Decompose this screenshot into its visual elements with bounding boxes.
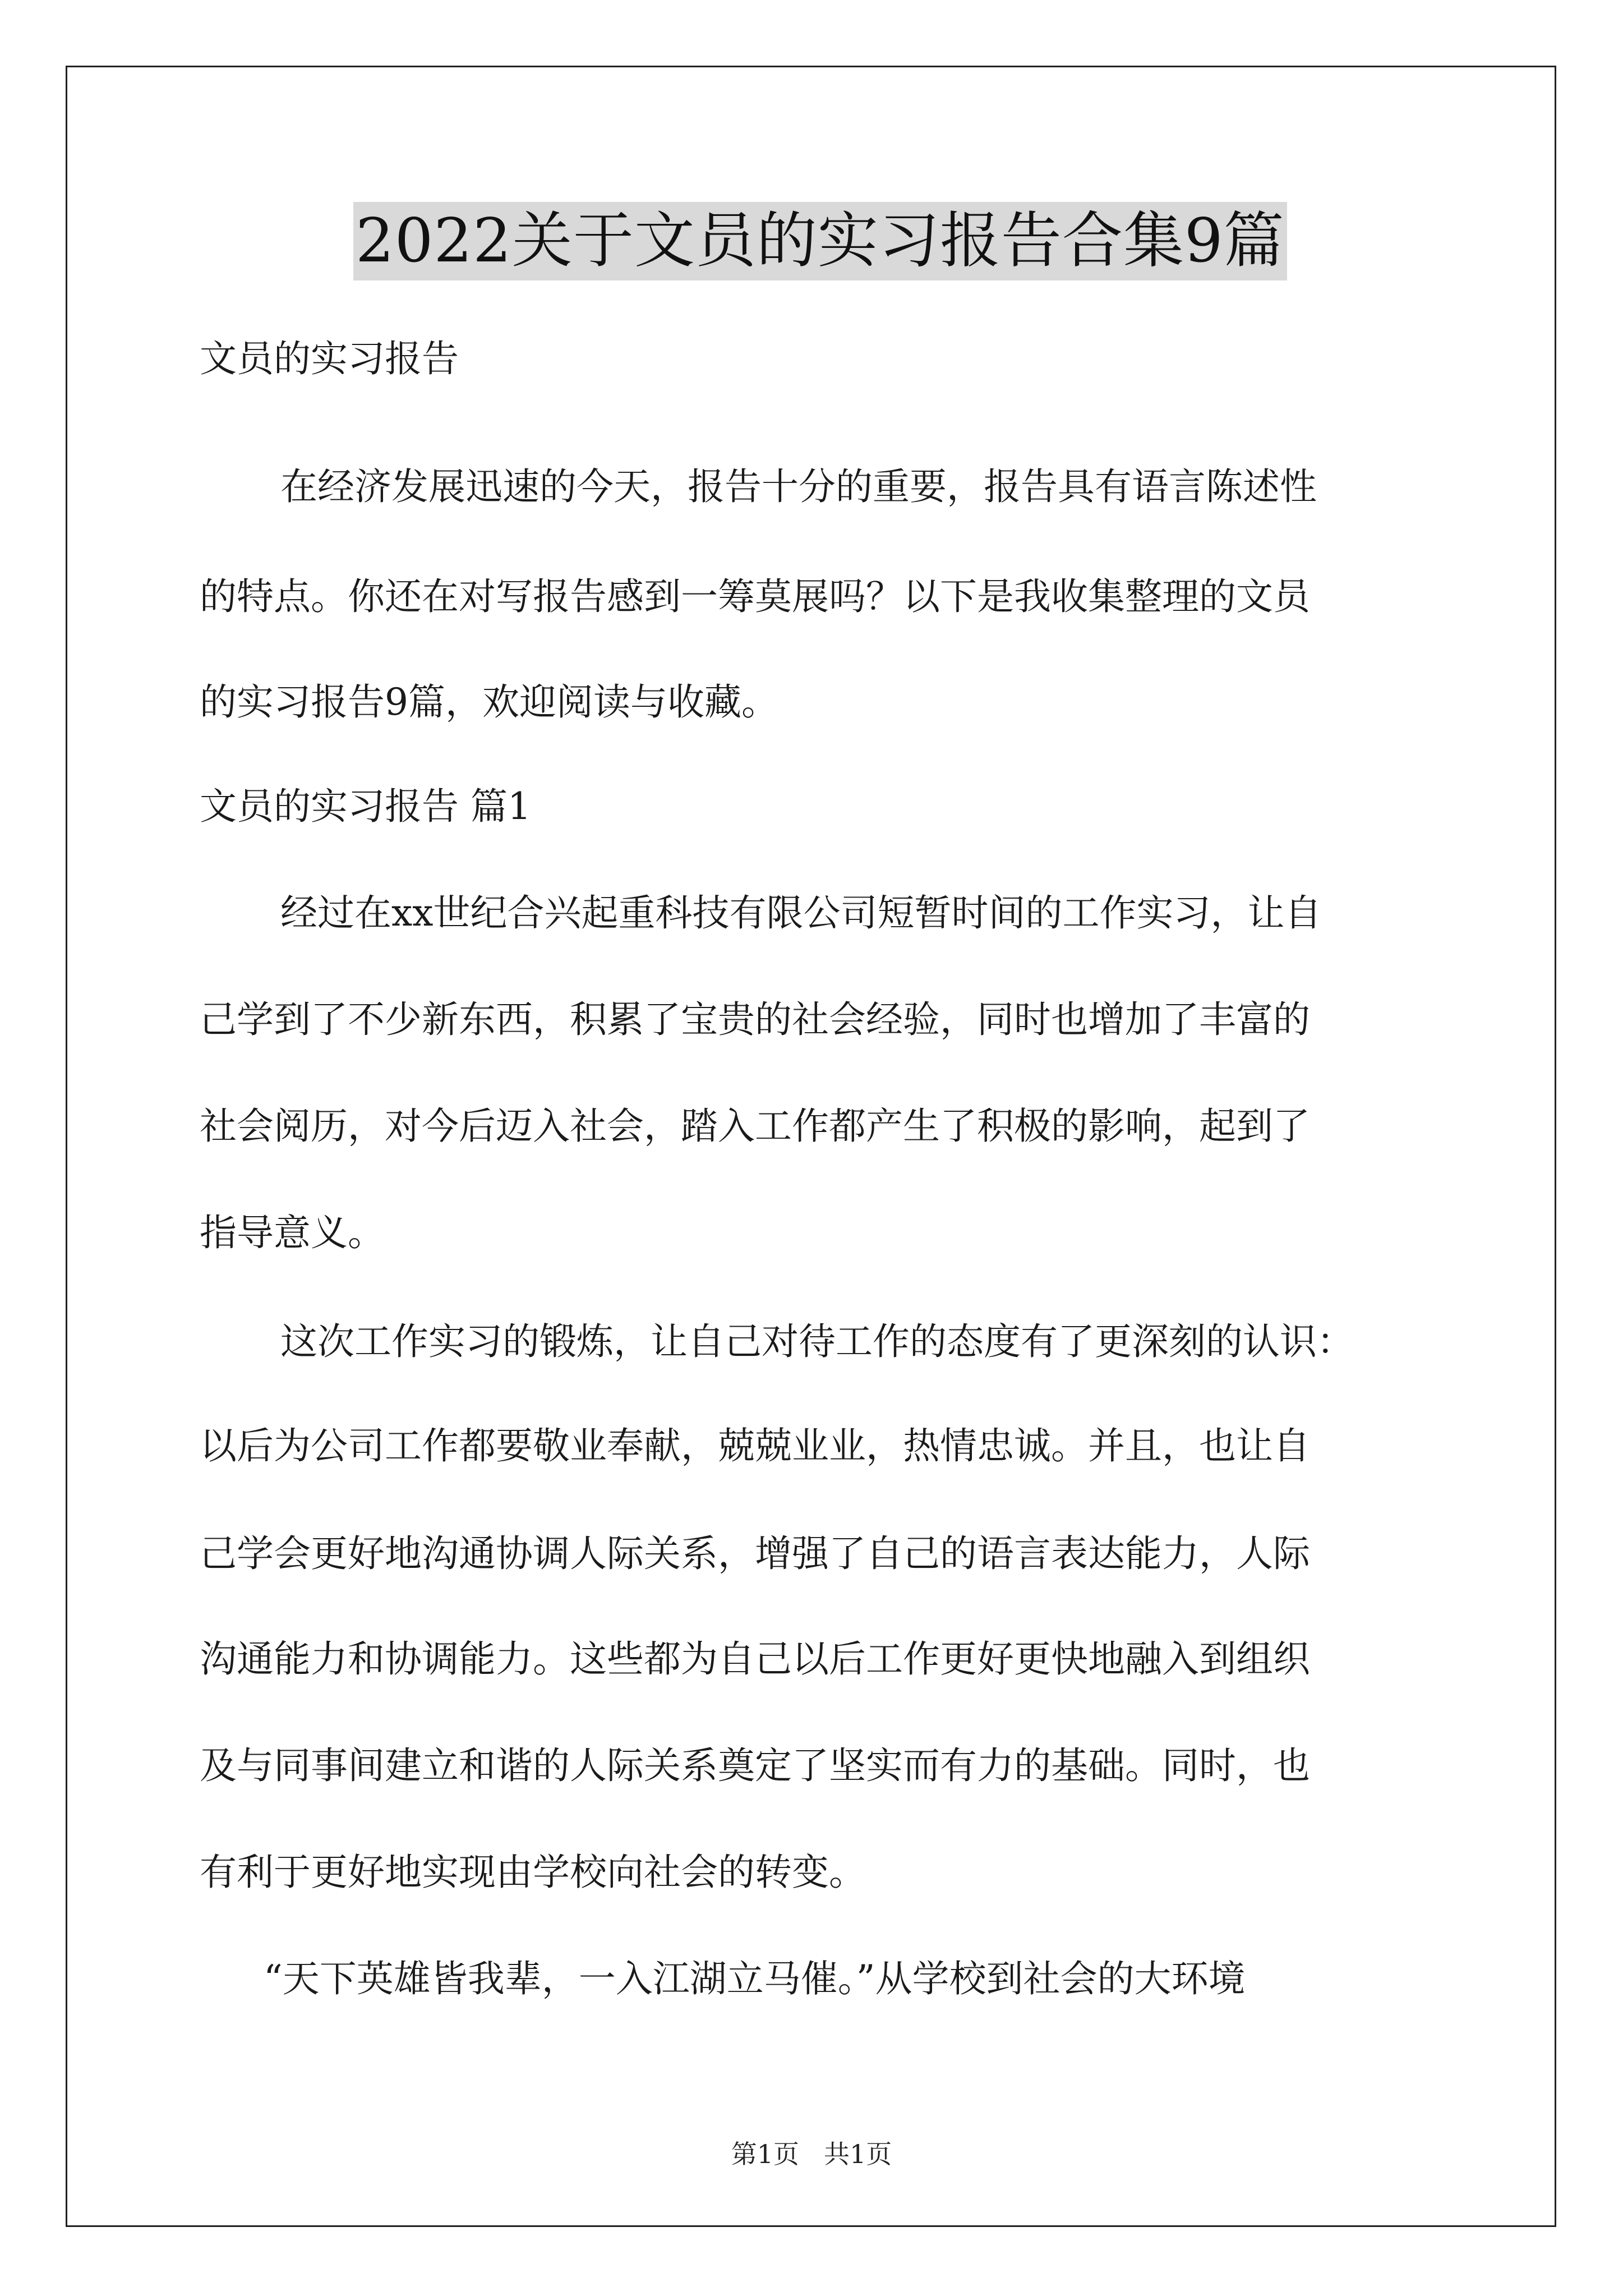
paragraph-line: 有利于更好地实现由学校向社会的转变。 <box>200 1851 866 1894</box>
paragraph-line: 社会阅历，对今后迈入社会，踏入工作都产生了积极的影响，起到了 <box>200 1105 1310 1148</box>
paragraph-line: 指导意义。 <box>200 1211 385 1254</box>
document-title: 2022关于文员的实习报告合集9篇 <box>353 202 1287 280</box>
paragraph-line: 己学到了不少新东西，积累了宝贵的社会经验，同时也增加了丰富的 <box>200 998 1310 1041</box>
paragraph-line: 以后为公司工作都要敬业奉献，兢兢业业，热情忠诚。并且，也让自 <box>200 1424 1310 1467</box>
paragraph-line: 这次工作实习的锻炼，让自己对待工作的态度有了更深刻的认识： <box>280 1320 1354 1363</box>
paragraph-line: 经过在xx世纪合兴起重科技有限公司短暂时间的工作实习，让自 <box>280 891 1322 935</box>
intro-paragraph-line: 的特点。你还在对写报告感到一筹莫展吗？以下是我收集整理的文员 <box>200 575 1310 618</box>
intro-paragraph-line: 在经济发展迅速的今天，报告十分的重要，报告具有语言陈述性 <box>280 465 1317 508</box>
paragraph-line: 沟通能力和协调能力。这些都为自己以后工作更好更快地融入到组织 <box>200 1637 1310 1681</box>
intro-heading: 文员的实习报告 <box>200 337 459 380</box>
paragraph-line: 及与同事间建立和谐的人际关系奠定了坚实而有力的基础。同时，也 <box>200 1744 1310 1787</box>
page-total: 共1页 <box>823 2139 892 2169</box>
intro-paragraph-line: 的实习报告9篇，欢迎阅读与收藏。 <box>200 680 778 724</box>
page-footer <box>0 2137 1623 2171</box>
paragraph-line: 己学会更好地沟通协调人际关系，增强了自己的语言表达能力，人际 <box>200 1532 1310 1575</box>
paragraph-line: “天下英雄皆我辈，一入江湖立马催。”从学校到社会的大环境 <box>264 1957 1246 2000</box>
section-heading: 文员的实习报告 篇1 <box>200 785 531 828</box>
page-number: 第1页 <box>731 2139 800 2169</box>
